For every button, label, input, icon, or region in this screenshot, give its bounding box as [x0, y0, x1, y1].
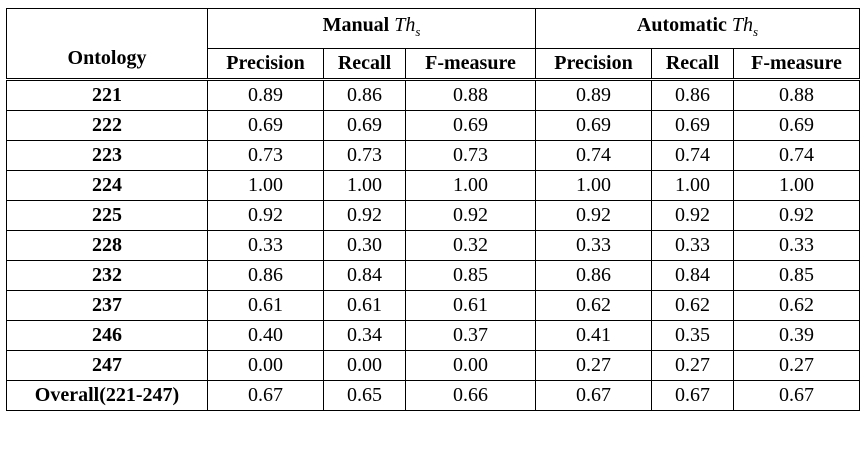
results-table-container	[6, 8, 860, 411]
table-row	[7, 231, 860, 261]
value-cell: 0.88	[734, 80, 860, 111]
table-row	[7, 80, 860, 111]
value-cell: 1.00	[324, 171, 406, 201]
table-row	[7, 141, 860, 171]
value-cell: 1.00	[406, 171, 536, 201]
ontology-cell: 247	[7, 351, 208, 381]
value-cell: 0.73	[208, 141, 324, 171]
value-cell: 0.33	[208, 231, 324, 261]
ontology-cell: Overall(221-247)	[7, 381, 208, 411]
col-header-recall: Recall	[324, 49, 406, 80]
value-cell: 0.88	[406, 80, 536, 111]
ontology-cell: 222	[7, 111, 208, 141]
value-cell: 0.67	[734, 381, 860, 411]
value-cell: 0.61	[324, 291, 406, 321]
value-cell: 0.33	[536, 231, 652, 261]
ontology-cell: 237	[7, 291, 208, 321]
value-cell: 1.00	[208, 171, 324, 201]
value-cell: 0.34	[324, 321, 406, 351]
table-body	[7, 80, 860, 411]
value-cell: 0.62	[536, 291, 652, 321]
ontology-cell: 246	[7, 321, 208, 351]
value-cell: 0.61	[208, 291, 324, 321]
value-cell: 0.84	[324, 261, 406, 291]
results-table	[6, 8, 860, 411]
value-cell: 0.89	[208, 80, 324, 111]
value-cell: 0.67	[536, 381, 652, 411]
col-header-precision: Precision	[208, 49, 324, 80]
table-row	[7, 171, 860, 201]
value-cell: 0.74	[734, 141, 860, 171]
automatic-group-label: Automatic	[636, 14, 727, 36]
value-cell: 0.30	[324, 231, 406, 261]
value-cell: 0.37	[406, 321, 536, 351]
value-cell: 0.92	[208, 201, 324, 231]
value-cell: 0.73	[406, 141, 536, 171]
value-cell: 0.00	[324, 351, 406, 381]
value-cell: 0.00	[406, 351, 536, 381]
value-cell: 0.62	[734, 291, 860, 321]
value-cell: 0.67	[652, 381, 734, 411]
manual-group-label: Manual	[322, 14, 390, 36]
table-row	[7, 111, 860, 141]
group-header-row	[7, 9, 860, 49]
ontology-cell: 223	[7, 141, 208, 171]
value-cell: 1.00	[652, 171, 734, 201]
value-cell: 0.74	[536, 141, 652, 171]
ontology-cell: 221	[7, 80, 208, 111]
col-header-recall: Recall	[652, 49, 734, 80]
value-cell: 0.85	[406, 261, 536, 291]
value-cell: 0.89	[536, 80, 652, 111]
value-cell: 0.73	[324, 141, 406, 171]
value-cell: 0.92	[536, 201, 652, 231]
value-cell: 0.27	[734, 351, 860, 381]
col-header-f-measure: F-measure	[406, 49, 536, 80]
ontology-cell: 225	[7, 201, 208, 231]
table-row	[7, 261, 860, 291]
value-cell: 0.86	[536, 261, 652, 291]
value-cell: 0.65	[324, 381, 406, 411]
col-header-f-measure: F-measure	[734, 49, 860, 80]
table-row	[7, 201, 860, 231]
manual-group-header	[208, 9, 536, 49]
value-cell: 0.69	[324, 111, 406, 141]
value-cell: 0.86	[324, 80, 406, 111]
value-cell: 0.69	[734, 111, 860, 141]
value-cell: 0.69	[406, 111, 536, 141]
value-cell: 0.67	[208, 381, 324, 411]
value-cell: 0.35	[652, 321, 734, 351]
value-cell: 0.40	[208, 321, 324, 351]
threshold-symbol: $Th_s$	[731, 14, 759, 39]
table-row	[7, 351, 860, 381]
table-row	[7, 321, 860, 351]
value-cell: 0.66	[406, 381, 536, 411]
value-cell: 0.33	[652, 231, 734, 261]
value-cell: 1.00	[536, 171, 652, 201]
col-header-precision: Precision	[536, 49, 652, 80]
value-cell: 0.69	[208, 111, 324, 141]
ontology-cell: 228	[7, 231, 208, 261]
value-cell: 0.92	[324, 201, 406, 231]
value-cell: 0.86	[208, 261, 324, 291]
value-cell: 0.69	[652, 111, 734, 141]
value-cell: 0.61	[406, 291, 536, 321]
value-cell: 0.92	[734, 201, 860, 231]
value-cell: 0.33	[734, 231, 860, 261]
value-cell: 0.00	[208, 351, 324, 381]
value-cell: 0.27	[652, 351, 734, 381]
value-cell: 0.86	[652, 80, 734, 111]
ontology-cell: 232	[7, 261, 208, 291]
ontology-cell: 224	[7, 171, 208, 201]
value-cell: 0.74	[652, 141, 734, 171]
value-cell: 0.32	[406, 231, 536, 261]
value-cell: 0.62	[652, 291, 734, 321]
table-row	[7, 291, 860, 321]
ontology-header: Ontology	[7, 9, 208, 80]
threshold-symbol: $Th_s$	[394, 14, 421, 39]
value-cell: 0.27	[536, 351, 652, 381]
value-cell: 0.92	[406, 201, 536, 231]
value-cell: 1.00	[734, 171, 860, 201]
value-cell: 0.69	[536, 111, 652, 141]
value-cell: 0.41	[536, 321, 652, 351]
table-row	[7, 381, 860, 411]
automatic-group-header	[536, 9, 860, 49]
value-cell: 0.39	[734, 321, 860, 351]
value-cell: 0.84	[652, 261, 734, 291]
value-cell: 0.85	[734, 261, 860, 291]
value-cell: 0.92	[652, 201, 734, 231]
